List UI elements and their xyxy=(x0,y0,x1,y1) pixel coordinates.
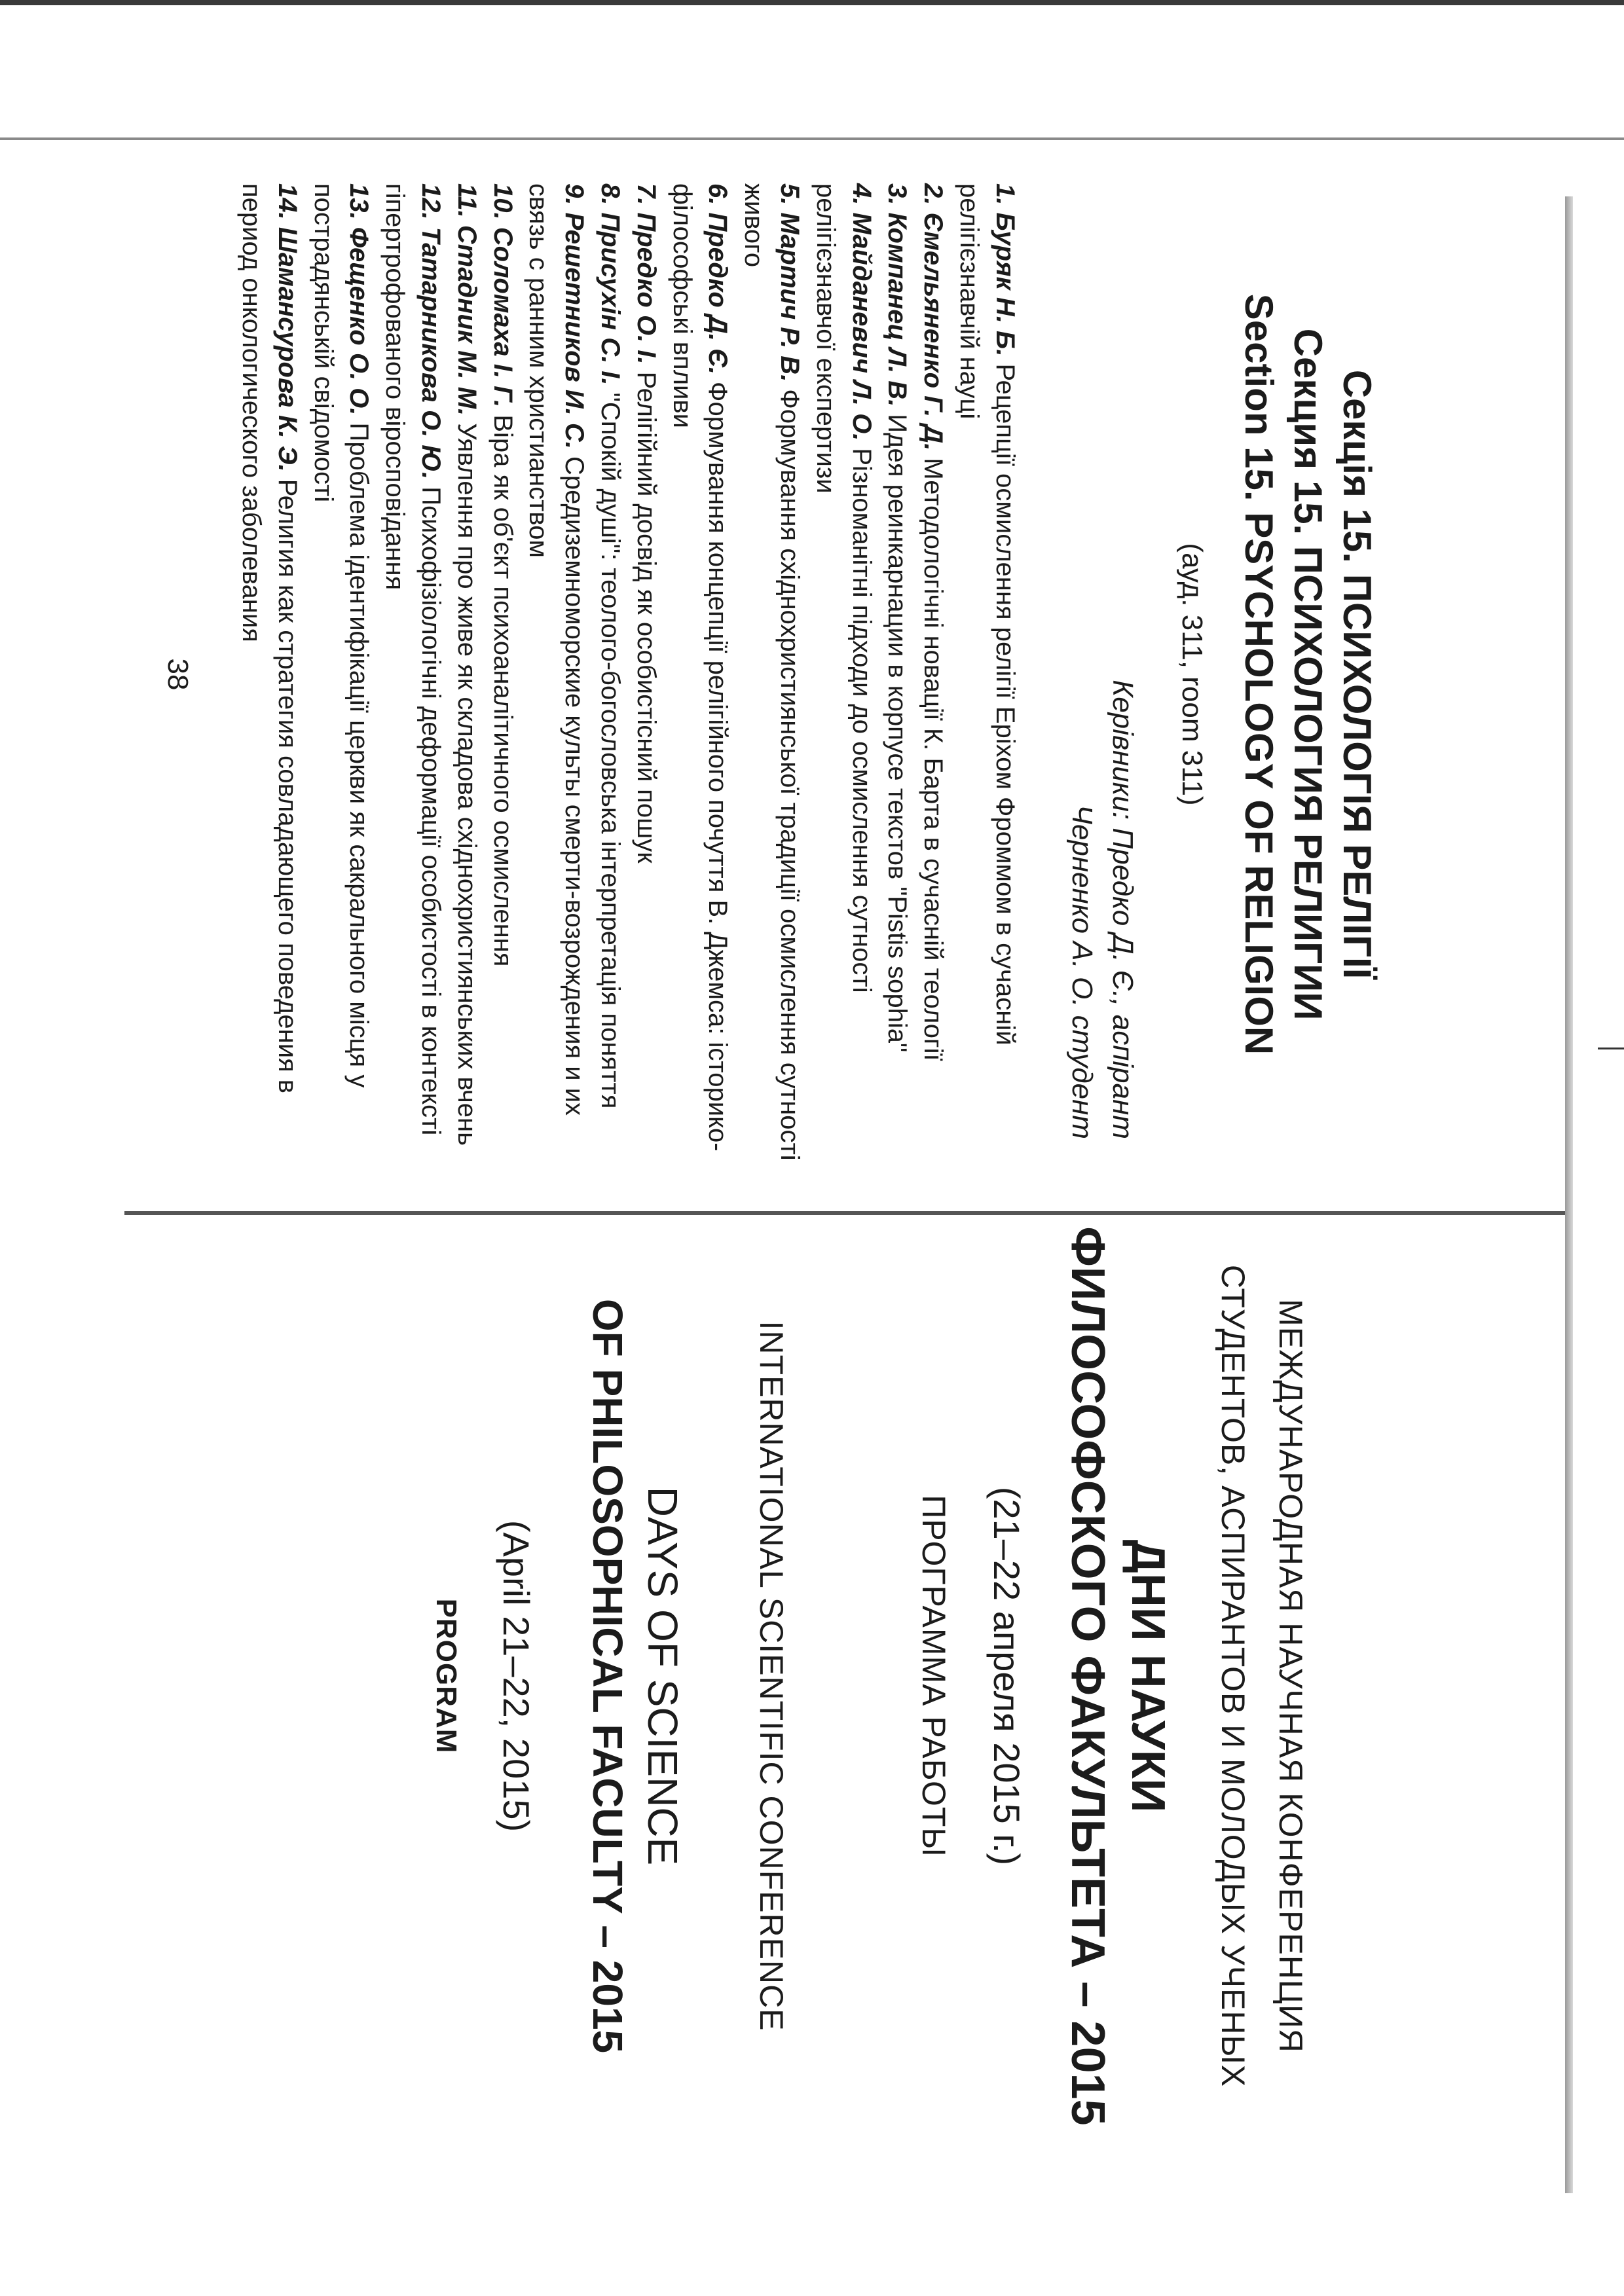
talk-author: 2. Ємельяненко Г. Д. xyxy=(919,183,948,451)
list-item xyxy=(628,183,664,1165)
page-edge-shadow xyxy=(1565,196,1573,2193)
talk-title: "Спокій душі": теолого-богословська інтерпретація поняття xyxy=(596,385,625,1109)
ru-conference-line-1: МЕЖДУНАРОДНАЯ НАУЧНАЯ КОНФЕРЕНЦИЯ xyxy=(1272,1299,1309,2053)
talk-author: 7. Предко О. І. xyxy=(631,183,661,365)
list-item xyxy=(664,183,736,1165)
talk-author: 11. Стадник М. М. xyxy=(452,183,481,416)
talk-title: Релігійний досвід як особистісний пошук xyxy=(631,364,661,864)
en-title-line-2: OF PHILOSOPHICAL FACULTY – 2015 xyxy=(584,1298,631,2054)
talk-author: 4. Майданевич Л. О. xyxy=(847,183,876,441)
talk-title: Психофізіологічні деформації особистості в контексті гіпертрофованого віросповідання xyxy=(380,183,446,1136)
talk-author: 1. Буряк Н. Б. xyxy=(990,183,1020,357)
list-item xyxy=(305,183,377,1165)
talk-title: Віра як об'єкт психоаналітичного осмислення xyxy=(488,407,517,967)
talk-author: 12. Татарникова О. Ю. xyxy=(416,183,446,480)
talk-author: 5. Мартич Р. В. xyxy=(775,183,805,382)
list-item xyxy=(233,183,305,1165)
talks-list xyxy=(233,183,1023,1165)
talk-author: 8. Присухін С. І. xyxy=(596,183,625,386)
list-item xyxy=(377,183,449,1165)
scan-mark xyxy=(1598,1048,1624,1049)
scan-border-line xyxy=(0,137,1624,140)
list-item xyxy=(449,183,485,1165)
talk-author: 9. Решетников И. С. xyxy=(560,183,589,449)
title-page xyxy=(347,1218,1526,2134)
talk-title: Средиземноморские культы смерти-возрождения и их связь с ранним христианством xyxy=(524,183,589,1116)
talk-author: 13. Фещенко О. О. xyxy=(344,183,374,416)
room-info: (ауд. 311, room 311) xyxy=(1176,543,1208,806)
section-title-ru: Секция 15. ПСИХОЛОГИЯ РЕЛИГИИ xyxy=(1286,328,1330,1021)
en-block xyxy=(430,1218,790,2134)
list-item xyxy=(951,183,1023,1165)
list-item xyxy=(521,183,593,1165)
leaders-line-1: Керівники: Предко Д. Є., аспірант xyxy=(1107,680,1139,1139)
page-number: 38 xyxy=(162,658,194,691)
talk-title: Формування східнохристиянської традиції осмислення сутності живого xyxy=(739,183,805,1161)
list-item xyxy=(879,183,915,1165)
ru-dates: (21–22 апреля 2015 г.) xyxy=(986,1486,1027,1866)
ru-title-line-2: ФИЛОСОФСКОГО ФАКУЛЬТЕТА – 2015 xyxy=(1061,1226,1114,2126)
ru-program-label: ПРОГРАММА РАБОТЫ xyxy=(915,1495,952,1857)
section-page xyxy=(162,183,1526,1165)
leaders-line-2: Черненко А. О. студент xyxy=(1066,805,1099,1139)
talk-title: Уявлення про живе як складова східнохристиянських вчень xyxy=(452,416,481,1146)
list-item xyxy=(915,183,951,1165)
ru-conference-line-2: СТУДЕНТОВ, АСПИРАНТОВ И МОЛОДЫХ УЧЕНЫХ xyxy=(1215,1264,1251,2088)
talk-title: Рецепції осмислення релігії Еріхом Фроммом в сучасній релігієзнавчій науці xyxy=(955,183,1020,1046)
talk-title: Методологічні новації К. Барта в сучасній теології xyxy=(919,450,948,1061)
en-program-label: PROGRAM xyxy=(430,1598,462,1754)
talk-author: 10. Соломаха І. Г. xyxy=(488,183,517,408)
section-leaders xyxy=(1062,183,1143,1165)
section-title-en: Section 15. PSYCHOLOGY OF RELIGION xyxy=(1237,293,1281,1055)
ru-title-line-1: ДНИ НАУКИ xyxy=(1122,1539,1174,1813)
list-item xyxy=(592,183,628,1165)
en-dates: (April 21–22, 2015) xyxy=(496,1520,537,1832)
talk-author: 14. Шамансурова К. Э. xyxy=(272,183,302,472)
talk-title: Религия как стратегия совладающего поведения в период онкологического заболевания xyxy=(237,183,302,1094)
talk-title: Проблема ідентифікації церкви як сакрального місця у пострадянській свідомості xyxy=(308,183,374,1088)
list-item xyxy=(735,183,807,1165)
talk-author: 3. Компанец Л. В. xyxy=(883,183,912,407)
section-title-uk: Секція 15. ПСИХОЛОГІЯ РЕЛІГІЇ xyxy=(1335,369,1379,979)
talk-title: Різноманітні підходи до осмислення сутності релігієзнавчої експертизи xyxy=(811,183,876,993)
talk-author: 6. Предко Д. Є. xyxy=(703,183,733,374)
talk-title: Идея реинкарнации в корпусе текстов "Pistis sophia" xyxy=(883,407,912,1053)
list-item xyxy=(807,183,879,1165)
section-header xyxy=(1234,183,1382,1165)
en-title-line-1: DAYS OF SCIENCE xyxy=(639,1486,686,1866)
list-item xyxy=(485,183,521,1165)
en-conference-line: INTERNATIONAL SCIENTIFIC CONFERENCE xyxy=(753,1321,790,2032)
scan-border-top xyxy=(0,0,1624,5)
rotated-spread xyxy=(162,183,1526,2147)
ru-block xyxy=(915,1218,1310,2134)
talk-title: Формування концепції релігійного почуття В. Джемса: історико-філософські впливи xyxy=(667,183,733,1152)
